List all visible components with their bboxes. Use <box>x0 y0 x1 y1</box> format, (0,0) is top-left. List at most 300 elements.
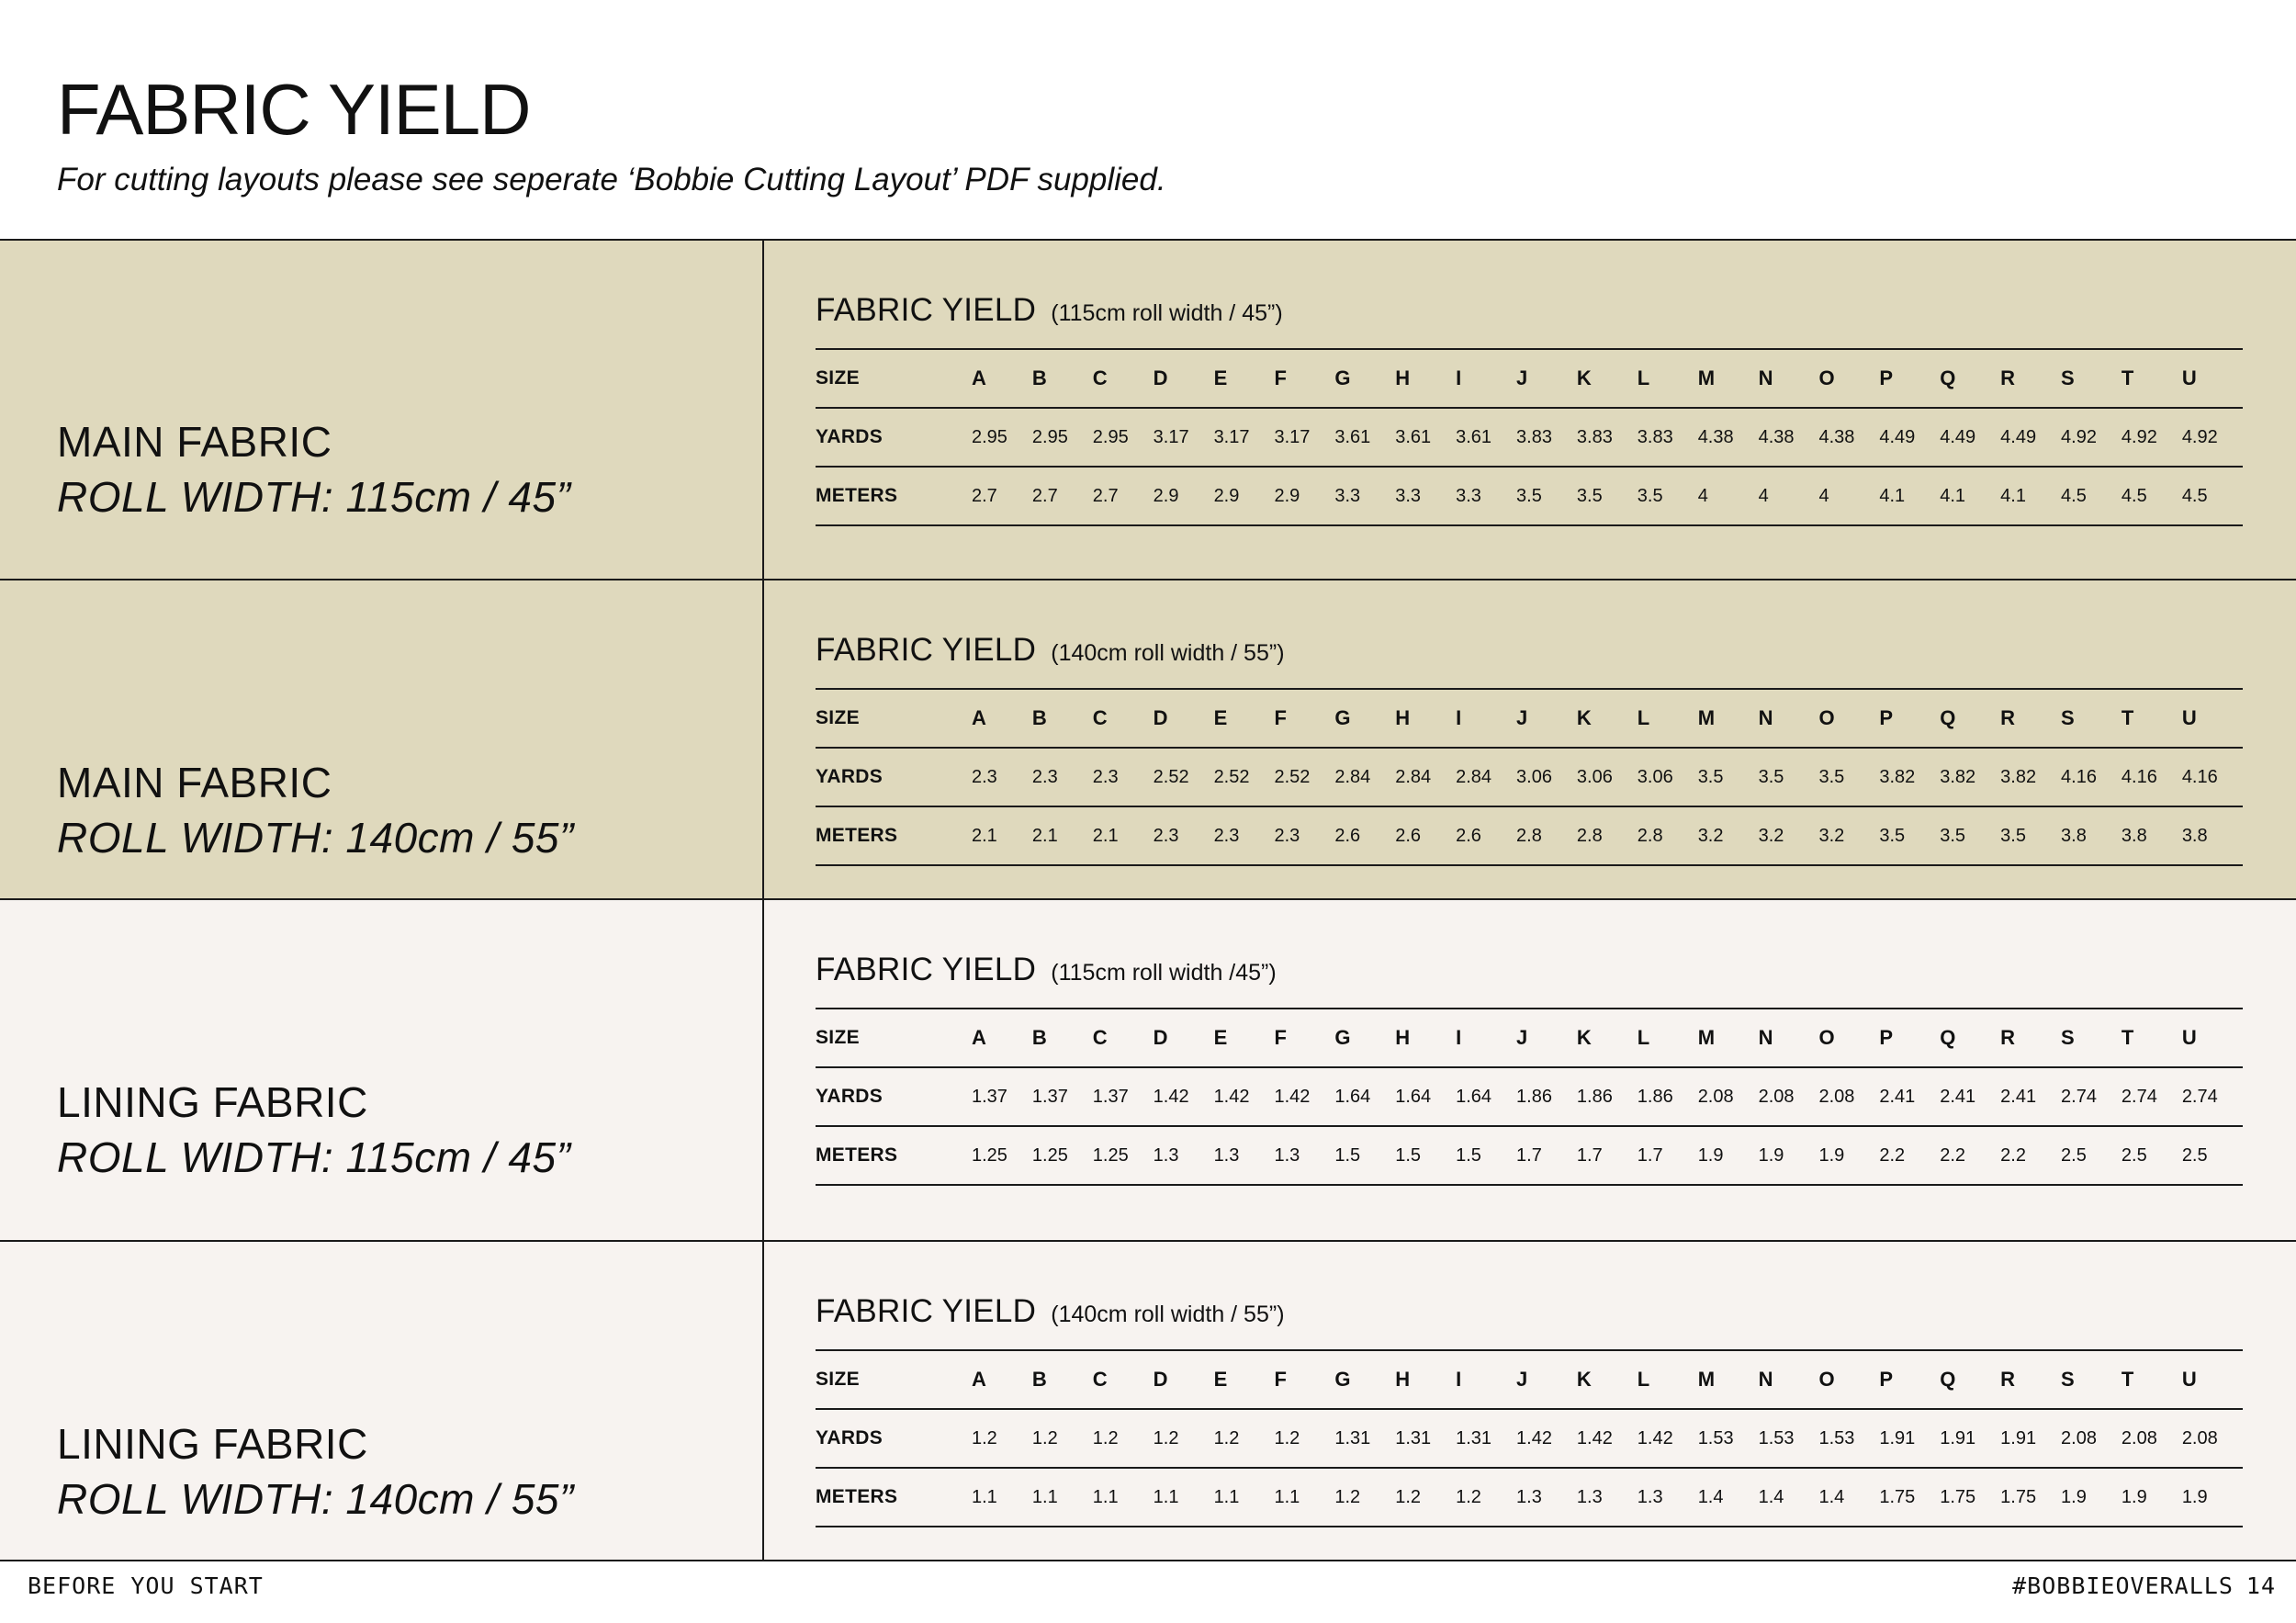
row-label: METERS <box>816 806 972 865</box>
size-code: N <box>1759 349 1819 408</box>
table-cell: 4.38 <box>1698 408 1759 467</box>
row-label: SIZE <box>816 689 972 748</box>
fabric-label-panel <box>0 1242 764 1560</box>
fabric-roll-width: ROLL WIDTH: 115cm / 45” <box>57 1133 571 1181</box>
table-cell: 3.5 <box>1759 748 1819 806</box>
size-code: R <box>2000 689 2061 748</box>
row-label: SIZE <box>816 1350 972 1409</box>
size-code: C <box>1093 1350 1154 1409</box>
table-cell: 1.1 <box>1093 1468 1154 1527</box>
size-code: I <box>1456 1009 1516 1067</box>
table-cell: 2.41 <box>2000 1067 2061 1126</box>
row-label: METERS <box>816 1468 972 1527</box>
table-cell: 2.41 <box>1940 1067 2000 1126</box>
yield-heading-title: FABRIC YIELD <box>816 952 1037 987</box>
size-code: N <box>1759 1009 1819 1067</box>
table-cell: 1.86 <box>1638 1067 1698 1126</box>
table-cell: 3.5 <box>1879 806 1940 865</box>
table-cell: 2.08 <box>1759 1067 1819 1126</box>
table-cell: 2.5 <box>2122 1126 2182 1185</box>
table-cell: 1.64 <box>1456 1067 1516 1126</box>
table-cell: 1.91 <box>2000 1409 2061 1468</box>
table-cell: 2.95 <box>1032 408 1093 467</box>
size-code: D <box>1154 1009 1214 1067</box>
table-cell: 1.4 <box>1818 1468 1879 1527</box>
size-code: D <box>1154 689 1214 748</box>
fabric-name: LINING FABRIC <box>57 1078 368 1126</box>
size-code: Q <box>1940 689 2000 748</box>
table-cell: 1.1 <box>1214 1468 1275 1527</box>
fabric-roll-width: ROLL WIDTH: 115cm / 45” <box>57 473 571 521</box>
table-row <box>816 467 2243 525</box>
table-cell: 2.52 <box>1154 748 1214 806</box>
table-cell: 1.9 <box>2061 1468 2122 1527</box>
yield-heading-title: FABRIC YIELD <box>816 292 1037 328</box>
table-cell: 3.8 <box>2061 806 2122 865</box>
table-cell: 1.2 <box>972 1409 1032 1468</box>
table-cell: 1.3 <box>1577 1468 1638 1527</box>
size-code: E <box>1214 349 1275 408</box>
table-cell: 3.8 <box>2122 806 2182 865</box>
size-code: S <box>2061 1009 2122 1067</box>
yield-table <box>816 1349 2243 1527</box>
size-header-row <box>816 1350 2243 1409</box>
fabric-section <box>0 241 2296 580</box>
table-cell: 3.61 <box>1395 408 1456 467</box>
table-cell: 2.6 <box>1456 806 1516 865</box>
table-cell: 4.1 <box>1940 467 2000 525</box>
table-cell: 1.53 <box>1759 1409 1819 1468</box>
table-cell: 3.3 <box>1456 467 1516 525</box>
table-cell: 3.61 <box>1456 408 1516 467</box>
table-cell: 1.42 <box>1577 1409 1638 1468</box>
table-cell: 2.5 <box>2061 1126 2122 1185</box>
size-code: O <box>1818 349 1879 408</box>
page-title: FABRIC YIELD <box>57 69 531 150</box>
table-cell: 3.06 <box>1638 748 1698 806</box>
table-cell: 2.84 <box>1334 748 1395 806</box>
table-cell: 2.1 <box>972 806 1032 865</box>
fabric-name: LINING FABRIC <box>57 1420 368 1468</box>
table-cell: 1.53 <box>1698 1409 1759 1468</box>
table-cell: 1.4 <box>1759 1468 1819 1527</box>
table-cell: 4.16 <box>2122 748 2182 806</box>
size-code: T <box>2122 689 2182 748</box>
size-code: D <box>1154 1350 1214 1409</box>
size-code: D <box>1154 349 1214 408</box>
table-row <box>816 806 2243 865</box>
table-cell: 1.42 <box>1516 1409 1577 1468</box>
table-cell: 1.91 <box>1940 1409 2000 1468</box>
table-cell: 1.42 <box>1274 1067 1334 1126</box>
size-code: K <box>1577 1009 1638 1067</box>
table-cell: 2.8 <box>1516 806 1577 865</box>
size-code: K <box>1577 1350 1638 1409</box>
table-cell: 3.3 <box>1334 467 1395 525</box>
fabric-roll-width: ROLL WIDTH: 140cm / 55” <box>57 1475 574 1523</box>
table-cell: 2.74 <box>2061 1067 2122 1126</box>
size-code: G <box>1334 689 1395 748</box>
row-label: METERS <box>816 1126 972 1185</box>
size-code: R <box>2000 349 2061 408</box>
table-cell: 3.82 <box>1879 748 1940 806</box>
yield-table <box>816 1008 2243 1186</box>
size-code: E <box>1214 1350 1275 1409</box>
table-cell: 3.2 <box>1759 806 1819 865</box>
size-code: J <box>1516 349 1577 408</box>
table-cell: 2.8 <box>1577 806 1638 865</box>
table-cell: 2.95 <box>1093 408 1154 467</box>
table-cell: 4 <box>1818 467 1879 525</box>
size-code: B <box>1032 1350 1093 1409</box>
table-cell: 4.92 <box>2061 408 2122 467</box>
table-cell: 1.5 <box>1395 1126 1456 1185</box>
table-cell: 1.3 <box>1274 1126 1334 1185</box>
table-cell: 3.17 <box>1274 408 1334 467</box>
table-cell: 2.41 <box>1879 1067 1940 1126</box>
table-cell: 2.7 <box>1093 467 1154 525</box>
fabric-section <box>0 580 2296 900</box>
table-cell: 2.84 <box>1456 748 1516 806</box>
table-cell: 2.7 <box>972 467 1032 525</box>
table-cell: 2.52 <box>1274 748 1334 806</box>
table-cell: 4.92 <box>2122 408 2182 467</box>
table-cell: 2.1 <box>1032 806 1093 865</box>
fabric-section <box>0 900 2296 1242</box>
size-code: S <box>2061 349 2122 408</box>
table-cell: 2.9 <box>1274 467 1334 525</box>
table-cell: 3.83 <box>1577 408 1638 467</box>
table-cell: 1.25 <box>1093 1126 1154 1185</box>
size-code: F <box>1274 1009 1334 1067</box>
table-cell: 2.08 <box>1818 1067 1879 1126</box>
yield-heading <box>816 1293 1285 1330</box>
table-cell: 1.31 <box>1456 1409 1516 1468</box>
size-code: L <box>1638 1350 1698 1409</box>
size-code: T <box>2122 1009 2182 1067</box>
yield-heading-title: FABRIC YIELD <box>816 632 1037 668</box>
row-label: YARDS <box>816 408 972 467</box>
table-cell: 3.3 <box>1395 467 1456 525</box>
table-cell: 3.83 <box>1638 408 1698 467</box>
table-row <box>816 1468 2243 1527</box>
table-cell: 4.5 <box>2122 467 2182 525</box>
size-code: N <box>1759 689 1819 748</box>
size-code: F <box>1274 349 1334 408</box>
row-label: YARDS <box>816 748 972 806</box>
size-code: Q <box>1940 349 2000 408</box>
table-cell: 1.2 <box>1456 1468 1516 1527</box>
size-code: A <box>972 349 1032 408</box>
table-cell: 1.91 <box>1879 1409 1940 1468</box>
table-cell: 3.5 <box>2000 806 2061 865</box>
fabric-section <box>0 1242 2296 1561</box>
size-code: A <box>972 1009 1032 1067</box>
table-cell: 2.2 <box>2000 1126 2061 1185</box>
table-cell: 1.3 <box>1214 1126 1275 1185</box>
size-code: I <box>1456 689 1516 748</box>
table-cell: 3.5 <box>1698 748 1759 806</box>
size-code: E <box>1214 1009 1275 1067</box>
table-cell: 2.3 <box>972 748 1032 806</box>
size-code: O <box>1818 1009 1879 1067</box>
table-cell: 3.06 <box>1516 748 1577 806</box>
size-code: E <box>1214 689 1275 748</box>
table-cell: 2.2 <box>1940 1126 2000 1185</box>
table-cell: 1.64 <box>1334 1067 1395 1126</box>
yield-heading-note: (140cm roll width / 55”) <box>1051 1302 1285 1327</box>
size-code: B <box>1032 689 1093 748</box>
yield-heading-note: (115cm roll width /45”) <box>1051 960 1277 986</box>
table-cell: 1.7 <box>1577 1126 1638 1185</box>
table-cell: 2.08 <box>2061 1409 2122 1468</box>
row-label: SIZE <box>816 349 972 408</box>
table-cell: 4 <box>1698 467 1759 525</box>
size-code: M <box>1698 689 1759 748</box>
table-cell: 2.2 <box>1879 1126 1940 1185</box>
table-cell: 4.16 <box>2182 748 2243 806</box>
table-cell: 3.5 <box>1638 467 1698 525</box>
table-cell: 2.7 <box>1032 467 1093 525</box>
size-code: J <box>1516 1350 1577 1409</box>
size-code: R <box>2000 1350 2061 1409</box>
table-cell: 1.5 <box>1334 1126 1395 1185</box>
size-code: A <box>972 1350 1032 1409</box>
size-code: H <box>1395 349 1456 408</box>
size-code: A <box>972 689 1032 748</box>
size-code: N <box>1759 1350 1819 1409</box>
size-code: F <box>1274 689 1334 748</box>
size-code: T <box>2122 1350 2182 1409</box>
size-code: K <box>1577 349 1638 408</box>
table-cell: 2.52 <box>1214 748 1275 806</box>
yield-heading <box>816 632 1285 669</box>
size-code: M <box>1698 349 1759 408</box>
table-cell: 1.1 <box>1154 1468 1214 1527</box>
table-cell: 1.42 <box>1638 1409 1698 1468</box>
table-cell: 1.1 <box>972 1468 1032 1527</box>
size-code: U <box>2182 1009 2243 1067</box>
table-cell: 2.08 <box>1698 1067 1759 1126</box>
table-cell: 1.37 <box>972 1067 1032 1126</box>
yield-heading-title: FABRIC YIELD <box>816 1293 1037 1329</box>
size-code: O <box>1818 689 1879 748</box>
table-cell: 1.86 <box>1516 1067 1577 1126</box>
page-subtitle: For cutting layouts please see seperate ‘Bobbie Cutting Layout’ PDF supplied. <box>57 162 1166 197</box>
fabric-roll-width: ROLL WIDTH: 140cm / 55” <box>57 814 574 862</box>
table-cell: 2.3 <box>1154 806 1214 865</box>
size-code: S <box>2061 1350 2122 1409</box>
table-cell: 1.31 <box>1334 1409 1395 1468</box>
table-cell: 1.42 <box>1214 1067 1275 1126</box>
table-cell: 1.9 <box>1698 1126 1759 1185</box>
table-cell: 2.8 <box>1638 806 1698 865</box>
table-row <box>816 1126 2243 1185</box>
table-cell: 2.9 <box>1214 467 1275 525</box>
row-label: YARDS <box>816 1409 972 1468</box>
table-cell: 3.17 <box>1154 408 1214 467</box>
table-cell: 4.49 <box>1940 408 2000 467</box>
table-cell: 2.74 <box>2182 1067 2243 1126</box>
table-cell: 1.42 <box>1154 1067 1214 1126</box>
page-number: 14 <box>2245 1572 2276 1599</box>
table-cell: 4 <box>1759 467 1819 525</box>
table-cell: 1.1 <box>1274 1468 1334 1527</box>
table-cell: 1.64 <box>1395 1067 1456 1126</box>
table-cell: 1.9 <box>1818 1126 1879 1185</box>
row-label: SIZE <box>816 1009 972 1067</box>
table-row <box>816 408 2243 467</box>
table-cell: 1.9 <box>1759 1126 1819 1185</box>
size-code: Q <box>1940 1009 2000 1067</box>
footer-section-label: BEFORE YOU START <box>28 1572 264 1599</box>
size-code: J <box>1516 1009 1577 1067</box>
table-cell: 1.86 <box>1577 1067 1638 1126</box>
table-cell: 4.38 <box>1818 408 1879 467</box>
size-code: P <box>1879 1009 1940 1067</box>
table-cell: 2.5 <box>2182 1126 2243 1185</box>
table-cell: 1.37 <box>1093 1067 1154 1126</box>
table-cell: 1.75 <box>2000 1468 2061 1527</box>
row-label: METERS <box>816 467 972 525</box>
table-cell: 3.06 <box>1577 748 1638 806</box>
table-cell: 1.2 <box>1214 1409 1275 1468</box>
table-cell: 1.3 <box>1638 1468 1698 1527</box>
size-code: C <box>1093 1009 1154 1067</box>
yield-heading <box>816 952 1277 988</box>
table-cell: 1.25 <box>1032 1126 1093 1185</box>
table-cell: 4.38 <box>1759 408 1819 467</box>
table-cell: 1.2 <box>1154 1409 1214 1468</box>
table-cell: 1.1 <box>1032 1468 1093 1527</box>
size-code: T <box>2122 349 2182 408</box>
table-cell: 1.2 <box>1395 1468 1456 1527</box>
table-row <box>816 1409 2243 1468</box>
table-cell: 1.4 <box>1698 1468 1759 1527</box>
table-cell: 1.7 <box>1516 1126 1577 1185</box>
table-cell: 2.9 <box>1154 467 1214 525</box>
table-cell: 1.75 <box>1879 1468 1940 1527</box>
table-cell: 4.5 <box>2182 467 2243 525</box>
table-cell: 1.2 <box>1093 1409 1154 1468</box>
size-code: K <box>1577 689 1638 748</box>
size-code: P <box>1879 1350 1940 1409</box>
table-cell: 1.53 <box>1818 1409 1879 1468</box>
table-cell: 3.5 <box>1577 467 1638 525</box>
table-cell: 3.82 <box>1940 748 2000 806</box>
table-cell: 1.37 <box>1032 1067 1093 1126</box>
table-cell: 2.3 <box>1032 748 1093 806</box>
size-code: U <box>2182 349 2243 408</box>
page-header <box>57 69 1166 197</box>
size-code: U <box>2182 689 2243 748</box>
size-code: U <box>2182 1350 2243 1409</box>
size-code: G <box>1334 349 1395 408</box>
table-cell: 2.3 <box>1214 806 1275 865</box>
table-cell: 1.3 <box>1154 1126 1214 1185</box>
table-cell: 2.6 <box>1334 806 1395 865</box>
table-cell: 1.9 <box>2182 1468 2243 1527</box>
size-code: R <box>2000 1009 2061 1067</box>
table-cell: 1.5 <box>1456 1126 1516 1185</box>
table-cell: 2.6 <box>1395 806 1456 865</box>
table-cell: 4.49 <box>1879 408 1940 467</box>
table-cell: 3.5 <box>1818 748 1879 806</box>
table-cell: 3.82 <box>2000 748 2061 806</box>
table-cell: 1.2 <box>1274 1409 1334 1468</box>
table-cell: 3.8 <box>2182 806 2243 865</box>
table-cell: 1.25 <box>972 1126 1032 1185</box>
table-cell: 1.3 <box>1516 1468 1577 1527</box>
size-header-row <box>816 689 2243 748</box>
size-code: P <box>1879 689 1940 748</box>
size-code: G <box>1334 1009 1395 1067</box>
fabric-label-panel <box>0 241 764 579</box>
fabric-name: MAIN FABRIC <box>57 759 332 806</box>
table-cell: 3.5 <box>1516 467 1577 525</box>
size-code: C <box>1093 689 1154 748</box>
yield-table <box>816 348 2243 526</box>
yield-table <box>816 688 2243 866</box>
fabric-name: MAIN FABRIC <box>57 418 332 466</box>
size-header-row <box>816 349 2243 408</box>
table-cell: 2.74 <box>2122 1067 2182 1126</box>
size-code: B <box>1032 1009 1093 1067</box>
table-cell: 4.1 <box>1879 467 1940 525</box>
footer-right <box>2012 1572 2276 1599</box>
size-header-row <box>816 1009 2243 1067</box>
size-code: I <box>1456 1350 1516 1409</box>
yield-heading <box>816 292 1283 329</box>
table-cell: 3.17 <box>1214 408 1275 467</box>
size-code: H <box>1395 1350 1456 1409</box>
size-code: H <box>1395 689 1456 748</box>
size-code: J <box>1516 689 1577 748</box>
table-cell: 1.2 <box>1334 1468 1395 1527</box>
size-code: G <box>1334 1350 1395 1409</box>
yield-heading-note: (140cm roll width / 55”) <box>1051 640 1285 666</box>
table-cell: 3.2 <box>1818 806 1879 865</box>
table-cell: 2.84 <box>1395 748 1456 806</box>
size-code: S <box>2061 689 2122 748</box>
table-cell: 4.1 <box>2000 467 2061 525</box>
table-cell: 1.2 <box>1032 1409 1093 1468</box>
size-code: F <box>1274 1350 1334 1409</box>
table-cell: 3.61 <box>1334 408 1395 467</box>
table-cell: 4.92 <box>2182 408 2243 467</box>
table-cell: 2.1 <box>1093 806 1154 865</box>
fabric-label-panel <box>0 900 764 1240</box>
size-code: L <box>1638 1009 1698 1067</box>
row-label: YARDS <box>816 1067 972 1126</box>
size-code: P <box>1879 349 1940 408</box>
size-code: I <box>1456 349 1516 408</box>
size-code: O <box>1818 1350 1879 1409</box>
table-cell: 4.16 <box>2061 748 2122 806</box>
table-cell: 1.75 <box>1940 1468 2000 1527</box>
table-cell: 2.3 <box>1274 806 1334 865</box>
table-cell: 3.83 <box>1516 408 1577 467</box>
size-code: M <box>1698 1350 1759 1409</box>
size-code: B <box>1032 349 1093 408</box>
fabric-sections <box>0 239 2296 1561</box>
table-cell: 1.31 <box>1395 1409 1456 1468</box>
footer-hashtag: #BOBBIEOVERALLS <box>2012 1572 2234 1599</box>
yield-heading-note: (115cm roll width / 45”) <box>1051 300 1283 326</box>
table-cell: 2.08 <box>2122 1409 2182 1468</box>
table-cell: 3.5 <box>1940 806 2000 865</box>
table-row <box>816 1067 2243 1126</box>
